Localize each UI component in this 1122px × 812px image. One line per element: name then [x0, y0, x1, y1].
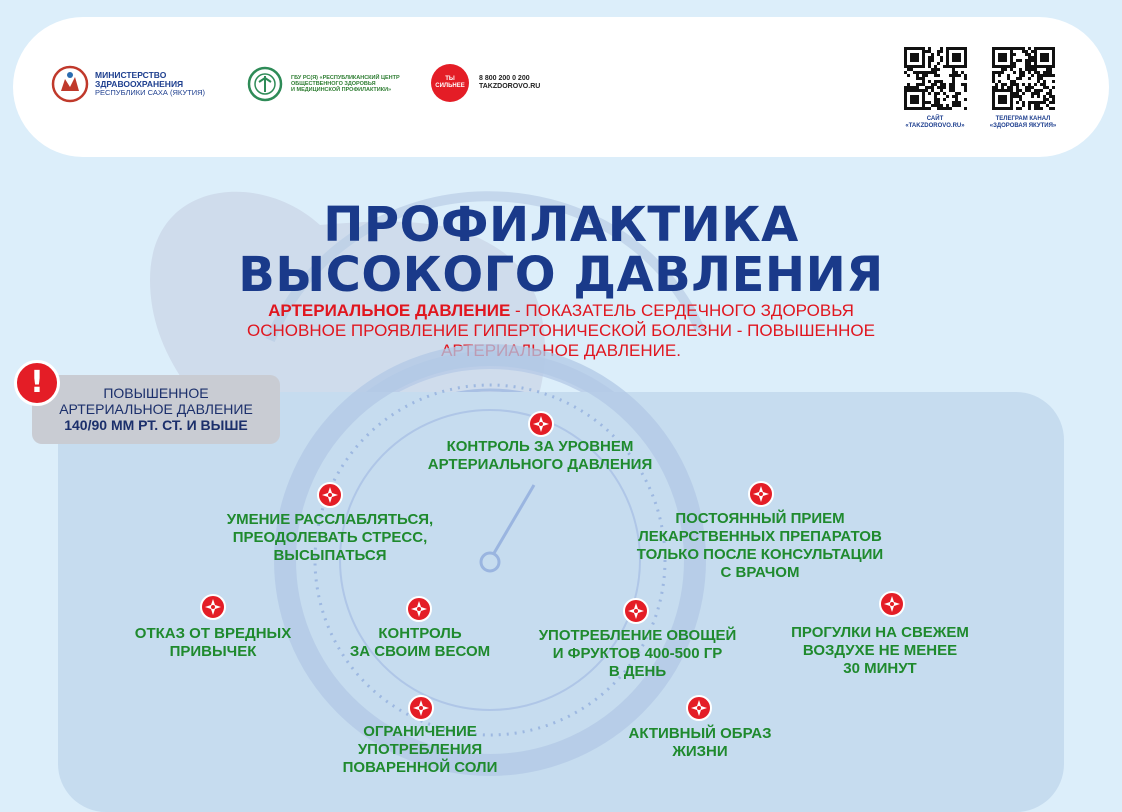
tip-line: ПРОГУЛКИ НА СВЕЖЕМ [791, 624, 969, 641]
tip-walks [775, 624, 985, 678]
tip-line: ВЫСЫПАТЬСЯ [273, 547, 387, 564]
tip-line: ОГРАНИЧЕНИЕ [363, 723, 477, 740]
tip-bad-habits [128, 625, 298, 661]
subtitle-rest: - ПОКАЗАТЕЛЬ СЕРДЕЧНОГО ЗДОРОВЬЯ [510, 301, 854, 320]
tip-line: ОТКАЗ ОТ ВРЕДНЫХ [134, 625, 292, 642]
badge-line1: ТЫ [445, 76, 455, 82]
tip-medication [610, 510, 910, 582]
center-line3: И МЕДИЦИНСКОЙ ПРОФИЛАКТИКИ» [291, 87, 392, 94]
qr-site-caption2: «TAKZDOROVO.RU» [905, 122, 965, 129]
compass-star-icon [406, 596, 432, 622]
alert-line1: ПОВЫШЕННОЕ [103, 385, 209, 401]
tip-line: ПРИВЫЧЕК [169, 643, 257, 660]
compass-star-icon [200, 594, 226, 620]
subtitle-bold: АРТЕРИАЛЬНОЕ ДАВЛЕНИЕ [268, 301, 511, 320]
tip-line: УПОТРЕБЛЕНИЯ [357, 741, 483, 758]
qr-telegram-caption2: «ЗДОРОВАЯ ЯКУТИЯ» [989, 122, 1057, 129]
compass-star-icon [408, 695, 434, 721]
tip-weight [345, 625, 495, 661]
tip-line: В ДЕНЬ [608, 663, 667, 680]
tip-line: И ФРУКТОВ 400-500 ГР [552, 645, 723, 662]
tip-line: ПОСТОЯННЫЙ ПРИЕМ [675, 510, 845, 527]
compass-star-icon [528, 411, 554, 437]
tip-line: КОНТРОЛЬ [378, 625, 462, 642]
exclamation-icon: ! [14, 360, 60, 406]
qr-telegram-caption1: ТЕЛЕГРАМ КАНАЛ [995, 116, 1051, 122]
hotline-phone: 8 800 200 0 200 [479, 75, 530, 83]
site-name: TAKZDOROVO.RU [479, 83, 541, 90]
compass-star-icon [317, 482, 343, 508]
title-line2: ВЫСОКОГО ДАВЛЕНИЯ [238, 247, 884, 303]
tip-line: АКТИВНЫЙ ОБРАЗ [628, 725, 772, 742]
pressure-threshold-badge [32, 375, 280, 444]
qr-site-caption1: САЙТ [926, 116, 944, 122]
subtitle-line2: ОСНОВНОЕ ПРОЯВЛЕНИЕ ГИПЕРТОНИЧЕСКОЙ БОЛЕЗНИ - ПОВЫШЕННОЕ [247, 321, 875, 340]
tip-stress [190, 511, 470, 565]
ministry-line3: РЕСПУБЛИКИ САХА (ЯКУТИЯ) [95, 88, 206, 98]
tip-vegetables [520, 627, 755, 681]
center-line1: ГБУ РС(Я) «РЕСПУБЛИКАНСКИЙ ЦЕНТР [291, 74, 400, 81]
tip-line: УМЕНИЕ РАССЛАБЛЯТЬСЯ, [226, 511, 434, 528]
badge-line2: СИЛЬНЕЕ [435, 83, 465, 89]
tip-line: ЛЕКАРСТВЕННЫХ ПРЕПАРАТОВ [638, 528, 882, 545]
tip-line: ЖИЗНИ [672, 743, 728, 760]
compass-star-icon [879, 591, 905, 617]
title-line1: ПРОФИЛАКТИКА [323, 197, 799, 253]
tip-salt [330, 723, 510, 777]
alert-line2: АРТЕРИАЛЬНОЕ ДАВЛЕНИЕ [59, 401, 253, 417]
tip-line: ПРЕОДОЛЕВАТЬ СТРЕСС, [232, 529, 428, 546]
subtitle-line3: АРТЕРИАЛЬНОЕ ДАВЛЕНИЕ. [441, 341, 681, 360]
center-line2: ОБЩЕСТВЕННОГО ЗДОРОВЬЯ [291, 80, 376, 87]
tip-bp-control [390, 438, 690, 474]
tip-line: С ВРАЧОМ [720, 564, 800, 581]
tip-line: ТОЛЬКО ПОСЛЕ КОНСУЛЬТАЦИИ [636, 546, 884, 563]
tip-line: ВОЗДУХЕ НЕ МЕНЕЕ [802, 642, 958, 659]
tip-line: АРТЕРИАЛЬНОГО ДАВЛЕНИЯ [427, 456, 653, 473]
tip-active-life [610, 725, 790, 761]
tip-line: УПОТРЕБЛЕНИЕ ОВОЩЕЙ [538, 627, 737, 644]
tip-line: КОНТРОЛЬ ЗА УРОВНЕМ [446, 438, 634, 455]
compass-star-icon [686, 695, 712, 721]
compass-star-icon [623, 598, 649, 624]
tip-line: ЗА СВОИМ ВЕСОМ [349, 643, 491, 660]
tip-line: ПОВАРЕННОЙ СОЛИ [342, 759, 498, 776]
alert-line3: 140/90 ММ РТ. СТ. И ВЫШЕ [64, 417, 248, 433]
ministry-line1: МИНИСТЕРСТВО [95, 69, 167, 80]
tip-line: 30 МИНУТ [843, 660, 917, 677]
ministry-line2: ЗДРАВООХРАНЕНИЯ [95, 78, 184, 89]
compass-star-icon [748, 481, 774, 507]
